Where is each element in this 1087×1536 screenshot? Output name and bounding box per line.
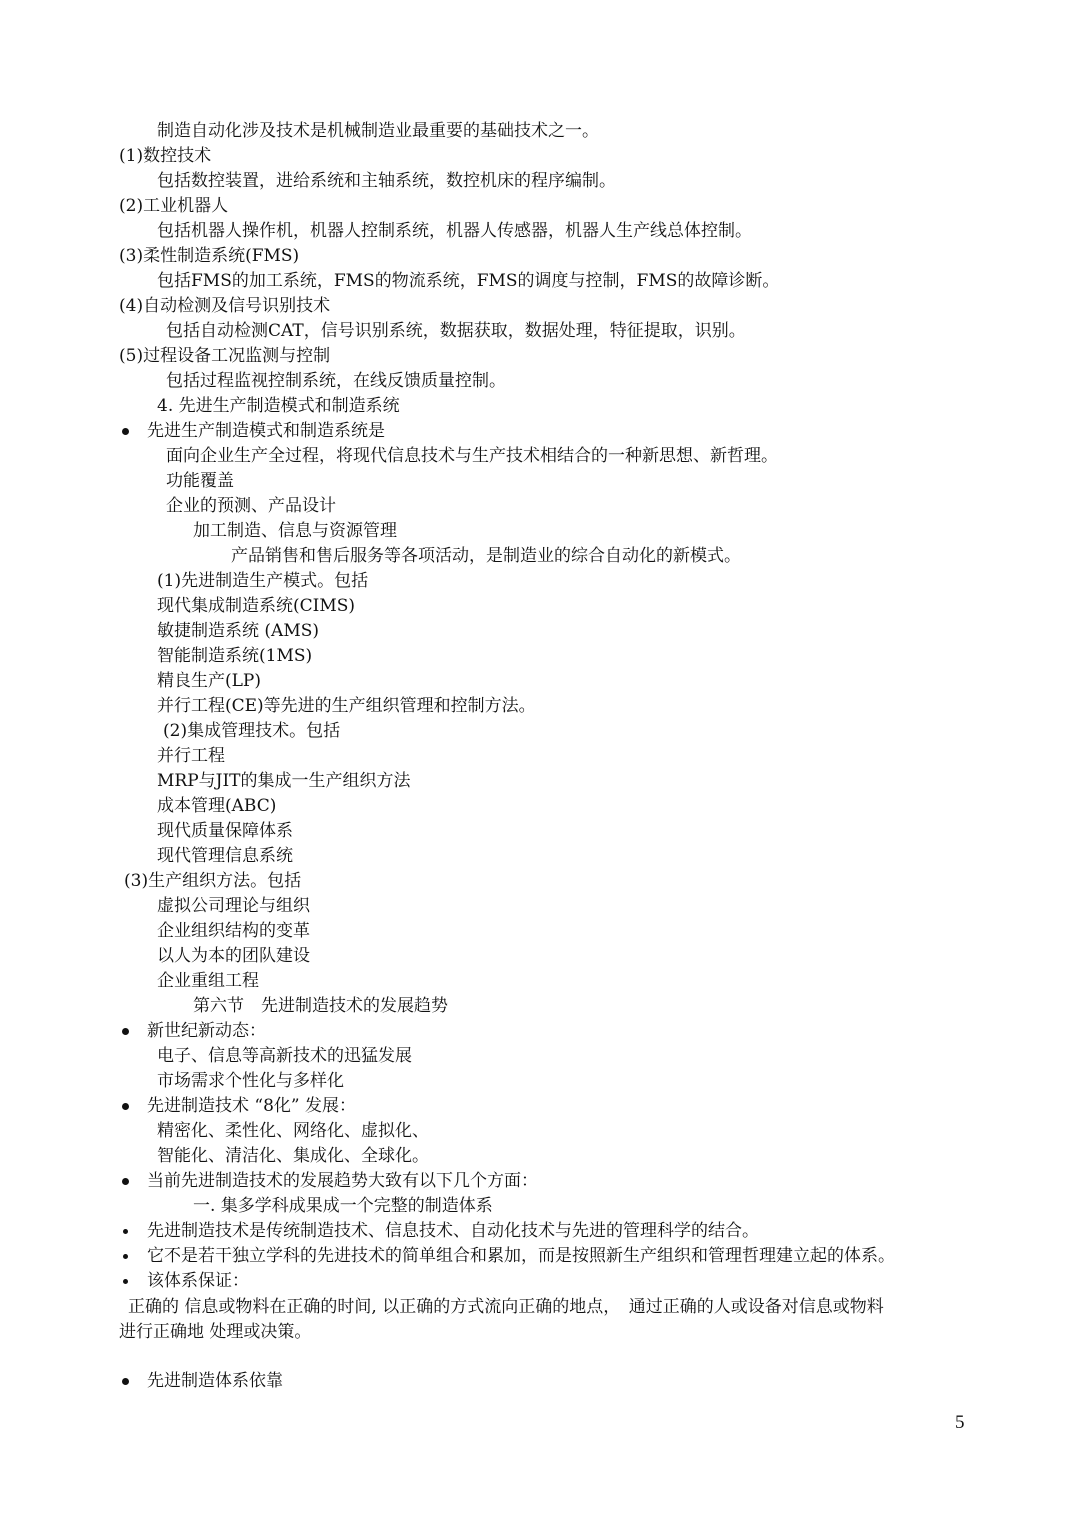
text-line: 先进制造技术 “8化” 发展： (147, 1096, 357, 1116)
text-line: (5)过程设备工况监测与控制 (119, 346, 331, 366)
text-line: 现代管理信息系统 (157, 846, 293, 866)
text-line: 电子、信息等高新技术的迅猛发展 (157, 1046, 412, 1066)
text-line: 制造自动化涉及技术是机械制造业最重要的基础技术之一。 (157, 121, 599, 141)
text-line: 精良生产(LP) (157, 671, 261, 691)
text-line: (2)集成管理技术。包括 (163, 721, 341, 741)
text-line: 现代集成制造系统(CIMS) (157, 596, 356, 616)
text-line: 并行工程(CE)等先进的生产组织管理和控制方法。 (157, 696, 536, 716)
bullet-icon (122, 1103, 129, 1110)
text-line: 并行工程 (157, 746, 225, 766)
text-line: 先进生产制造模式和制造系统是 (147, 421, 385, 441)
text-line: 现代质量保障体系 (157, 821, 293, 841)
text-line: 当前先进制造技术的发展趋势大致有以下几个方面： (147, 1171, 538, 1191)
text-line: 成本管理(ABC) (157, 796, 277, 816)
text-line: 企业组织结构的变革 (157, 921, 310, 941)
text-line: 功能覆盖 (166, 471, 234, 491)
text-line: 精密化、柔性化、网络化、虚拟化、 (157, 1121, 429, 1141)
bullet-icon (123, 1279, 128, 1284)
text-line: 包括数控装置，进给系统和主轴系统，数控机床的程序编制。 (157, 171, 616, 191)
text-line: (4)自动检测及信号识别技术 (119, 296, 331, 316)
text-line: 加工制造、信息与资源管理 (193, 521, 397, 541)
bullet-icon (122, 428, 129, 435)
text-line: 先进制造技术是传统制造技术、信息技术、自动化技术与先进的管理科学的结合。 (147, 1221, 759, 1241)
text-line: (2)工业机器人 (119, 196, 229, 216)
text-line: 包括机器人操作机，机器人控制系统，机器人传感器，机器人生产线总体控制。 (157, 221, 752, 241)
text-line: 先进制造体系依靠 (147, 1371, 283, 1391)
page-number: 5 (955, 1412, 965, 1433)
text-line: (1)先进制造生产模式。包括 (157, 571, 369, 591)
text-line: 虚拟公司理论与组织 (157, 896, 310, 916)
text-line: 正确的 信息或物料在正确的时间, 以正确的方式流向正确的地点， 通过正确的人或设备对信息或物料 (128, 1297, 884, 1317)
text-line: MRP与JIT的集成一生产组织方法 (157, 771, 411, 791)
text-line: 包括过程监视控制系统，在线反馈质量控制。 (166, 371, 506, 391)
text-line: 该体系保证： (147, 1271, 249, 1291)
bullet-icon (123, 1229, 128, 1234)
text-line: 新世纪新动态： (147, 1021, 266, 1041)
bullet-icon (122, 1028, 129, 1035)
text-line: 进行正确地 处理或决策。 (119, 1322, 312, 1342)
text-line: 智能化、清洁化、集成化、全球化。 (157, 1146, 429, 1166)
text-line: 一. 集多学科成果成一个完整的制造体系 (193, 1196, 493, 1216)
section-heading: 第六节 先进制造技术的发展趋势 (193, 996, 448, 1016)
text-line: (3)柔性制造系统(FMS) (119, 246, 300, 266)
text-line: 它不是若干独立学科的先进技术的简单组合和累加，而是按照新生产组织和管理哲理建立起的体系。 (147, 1246, 895, 1266)
bullet-icon (122, 1178, 129, 1185)
text-line: 产品销售和售后服务等各项活动，是制造业的综合自动化的新模式。 (231, 546, 741, 566)
text-line: 市场需求个性化与多样化 (157, 1071, 344, 1091)
text-line: (3)生产组织方法。包括 (124, 871, 302, 891)
text-line: 以人为本的团队建设 (157, 946, 310, 966)
text-line: 包括自动检测CAT，信号识别系统，数据获取，数据处理，特征提取，识别。 (166, 321, 746, 341)
text-line: 面向企业生产全过程，将现代信息技术与生产技术相结合的一种新思想、新哲理。 (166, 446, 778, 466)
text-line: 企业重组工程 (157, 971, 259, 991)
text-line: 4. 先进生产制造模式和制造系统 (157, 396, 400, 416)
text-line: 智能制造系统(1MS) (157, 646, 313, 666)
bullet-icon (123, 1254, 128, 1259)
text-line: 包括FMS的加工系统，FMS的物流系统，FMS的调度与控制，FMS的故障诊断。 (157, 271, 780, 291)
text-line: (1)数控技术 (119, 146, 212, 166)
text-line: 企业的预测、产品设计 (166, 496, 336, 516)
text-line: 敏捷制造系统 (AMS) (157, 621, 319, 641)
bullet-icon (122, 1378, 129, 1385)
